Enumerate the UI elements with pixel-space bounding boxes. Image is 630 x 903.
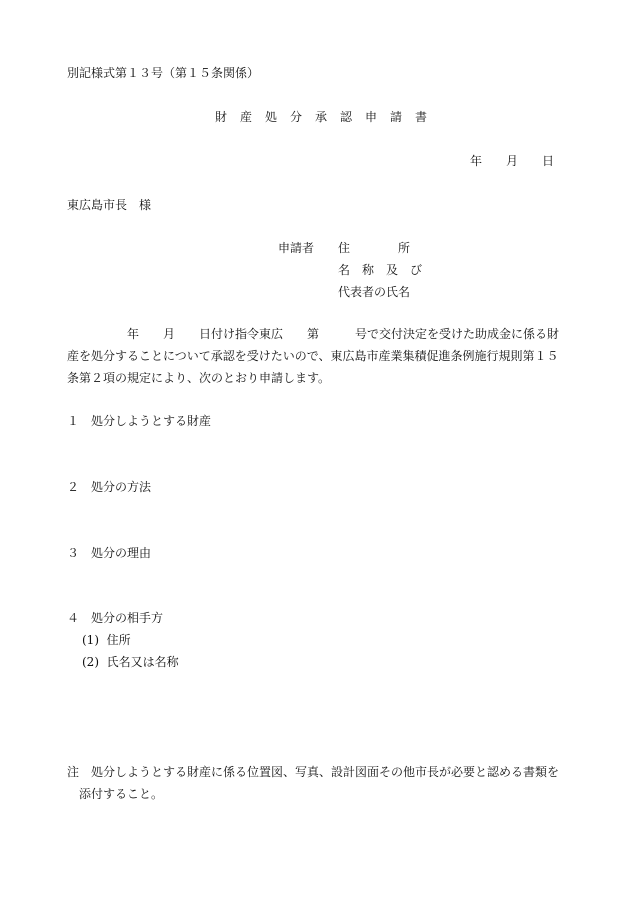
document-title: 財 産 処 分 承 認 申 請 書 [215,110,428,124]
body-line: 条第２項の規定により、次のとおり申請します。 [67,371,331,385]
date-line: 年 月 日 [470,154,555,168]
applicant-label: 申請者 [278,241,315,255]
body-line: 年 月 日付け指令東広 第 号で交付決定を受けた助成金に係る財 [67,327,560,341]
form-reference: 別記様式第１３号（第１５条関係） [67,66,260,80]
item-counterparty: ４ 処分の相手方 [67,611,164,625]
applicant-name-label-2: 代表者の氏名 [338,285,411,299]
addressee: 東広島市長 様 [67,198,152,212]
sub-item-name: (2) 氏名又は名称 [82,655,179,669]
applicant-address-label: 住 所 [338,241,411,255]
note-line: 添付すること。 [67,787,164,801]
note-line: 注 処分しようとする財産に係る位置図、写真、設計図面その他市長が必要と認める書類を [67,765,560,779]
body-line: 産を処分することについて承認を受けたいので、東広島市産業集積促進条例施行規則第１５ [67,349,559,363]
item-property: １ 処分しようとする財産 [67,414,212,428]
item-method: ２ 処分の方法 [67,480,152,494]
item-reason: ３ 処分の理由 [67,546,152,560]
sub-item-address: (1) 住所 [82,633,131,647]
applicant-name-label-1: 名 称 及 び [338,263,423,277]
